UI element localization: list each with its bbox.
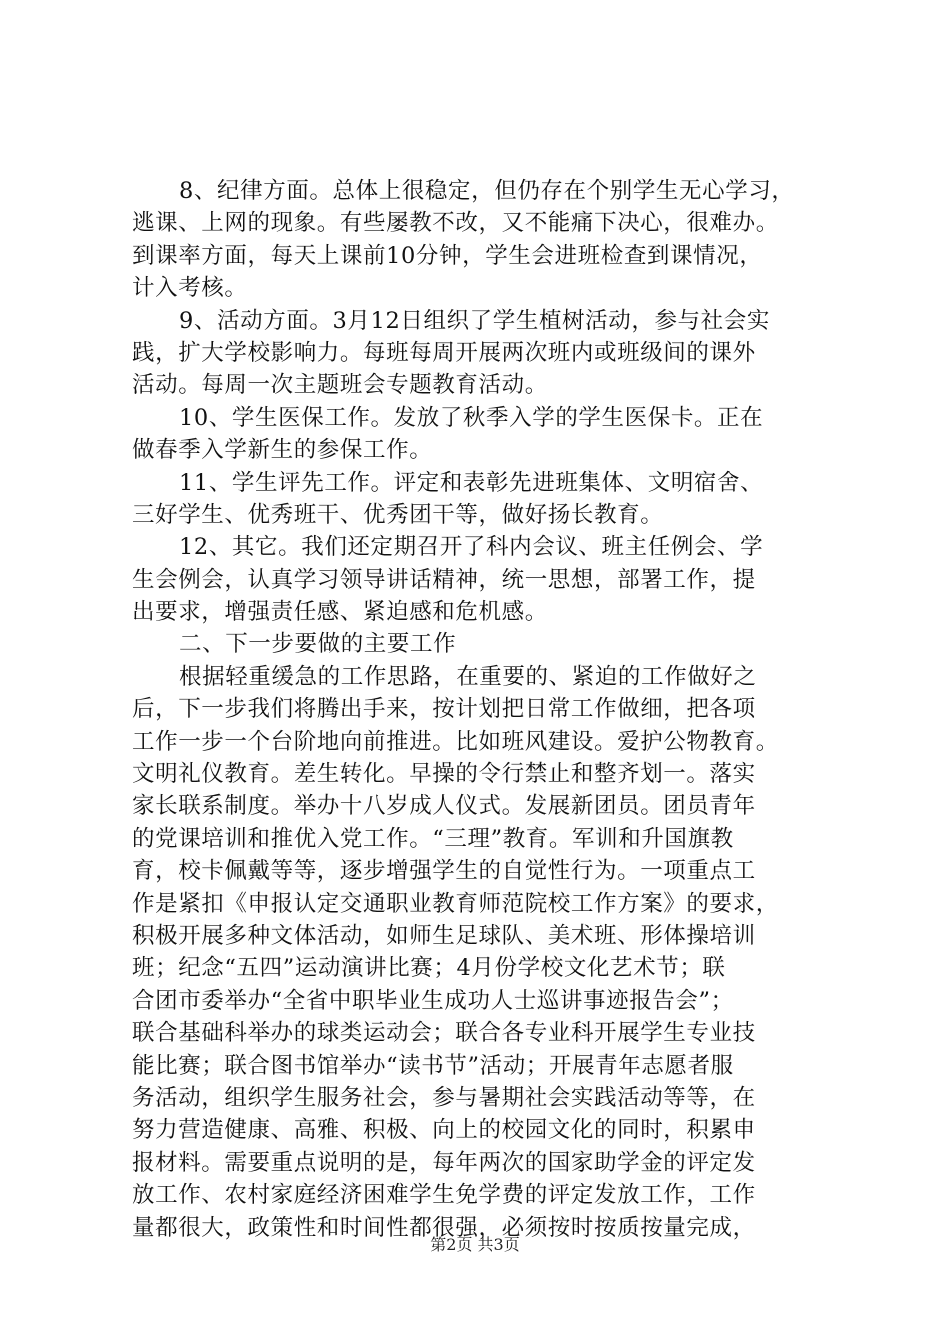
text-line: 工作一步一个台阶地向前推进。比如班风建设。爱护公物教育。 [132, 728, 779, 755]
text-line: 报材料。需要重点说明的是，每年两次的国家助学金的评定发 [132, 1149, 756, 1176]
text-line: 务活动，组织学生服务社会，参与暑期社会实践活动等等，在 [132, 1084, 756, 1111]
text-line: 家长联系制度。举办十八岁成人仪式。发展新团员。团员青年 [132, 793, 756, 820]
text-line: 育，校卡佩戴等等，逐步增强学生的自觉性行为。一项重点工 [132, 858, 756, 885]
text-line: 的党课培训和推优入党工作。“三理”教育。军训和升国旗教 [132, 825, 734, 852]
text-line: 生会例会，认真学习领导讲话精神，统一思想，部署工作，提 [132, 566, 756, 593]
document-body [132, 175, 822, 1244]
paragraph-medical-insurance [132, 402, 822, 467]
page-number-label: 第2页 共3页 [430, 1235, 520, 1254]
text-line: 积极开展多种文体活动，如师生足球队、美术班、形体操培训 [132, 922, 756, 949]
text-line: 量都很大，政策性和时间性都很强，必须按时按质按量完成， [132, 1214, 756, 1241]
text-line: 联合基础科举办的球类运动会；联合各专业科开展学生专业技 [132, 1020, 756, 1047]
paragraph-discipline [132, 175, 822, 305]
text-line: 逃课、上网的现象。有些屡教不改，又不能痛下决心，很难办。 [132, 210, 779, 237]
text-line: 活动。每周一次主题班会专题教育活动。 [132, 372, 548, 399]
text-line: 合团市委举办“全省中职毕业生成功人士巡讲事迹报告会”； [132, 987, 734, 1014]
text-line: 8、纪律方面。总体上很稳定，但仍存在个别学生无心学习， [179, 178, 795, 204]
section-heading: 二、下一步要做的主要工作 [179, 631, 457, 658]
text-line: 三好学生、优秀班干、优秀团干等，做好扬长教育。 [132, 501, 664, 528]
text-line: 10、学生医保工作。发放了秋季入学的学生医保卡。正在 [179, 404, 764, 431]
paragraph-activities [132, 305, 822, 402]
text-line: 12、其它。我们还定期召开了科内会议、班主任例会、学 [179, 534, 764, 561]
text-line: 能比赛；联合图书馆举办“读书节”活动；开展青年志愿者服 [132, 1052, 734, 1079]
text-line: 践，扩大学校影响力。每班每周开展两次班内或班级间的课外 [132, 339, 756, 366]
paragraph-next-steps [132, 661, 822, 1244]
text-line: 出要求，增强责任感、紧迫感和危机感。 [132, 599, 548, 626]
text-line: 计入考核。 [132, 275, 248, 302]
paragraph-other [132, 531, 822, 628]
text-line: 放工作、农村家庭经济困难学生免学费的评定发放工作，工作 [132, 1182, 756, 1209]
text-line: 根据轻重缓急的工作思路，在重要的、紧迫的工作做好之 [179, 663, 757, 690]
text-line: 做春季入学新生的参保工作。 [132, 437, 433, 464]
section-heading-next-steps [132, 628, 822, 660]
text-line: 到课率方面，每天上课前10分钟，学生会进班检查到课情况， [132, 242, 763, 269]
paragraph-evaluation [132, 467, 822, 532]
text-line: 努力营造健康、高雅、积极、向上的校园文化的同时，积累申 [132, 1117, 756, 1144]
page-footer [0, 1235, 950, 1255]
text-line: 作是紧扣《申报认定交通职业教育师范院校工作方案》的要求， [132, 890, 779, 917]
text-line: 班；纪念“五四”运动演讲比赛；4月份学校文化艺术节；联 [132, 955, 726, 982]
text-line: 9、活动方面。3月12日组织了学生植树活动，参与社会实 [179, 307, 770, 334]
text-line: 后，下一步我们将腾出手来，按计划把日常工作做细，把各项 [132, 696, 756, 723]
text-line: 文明礼仪教育。差生转化。早操的令行禁止和整齐划一。落实 [132, 761, 756, 788]
text-line: 11、学生评先工作。评定和表彰先进班集体、文明宿舍、 [179, 469, 764, 496]
